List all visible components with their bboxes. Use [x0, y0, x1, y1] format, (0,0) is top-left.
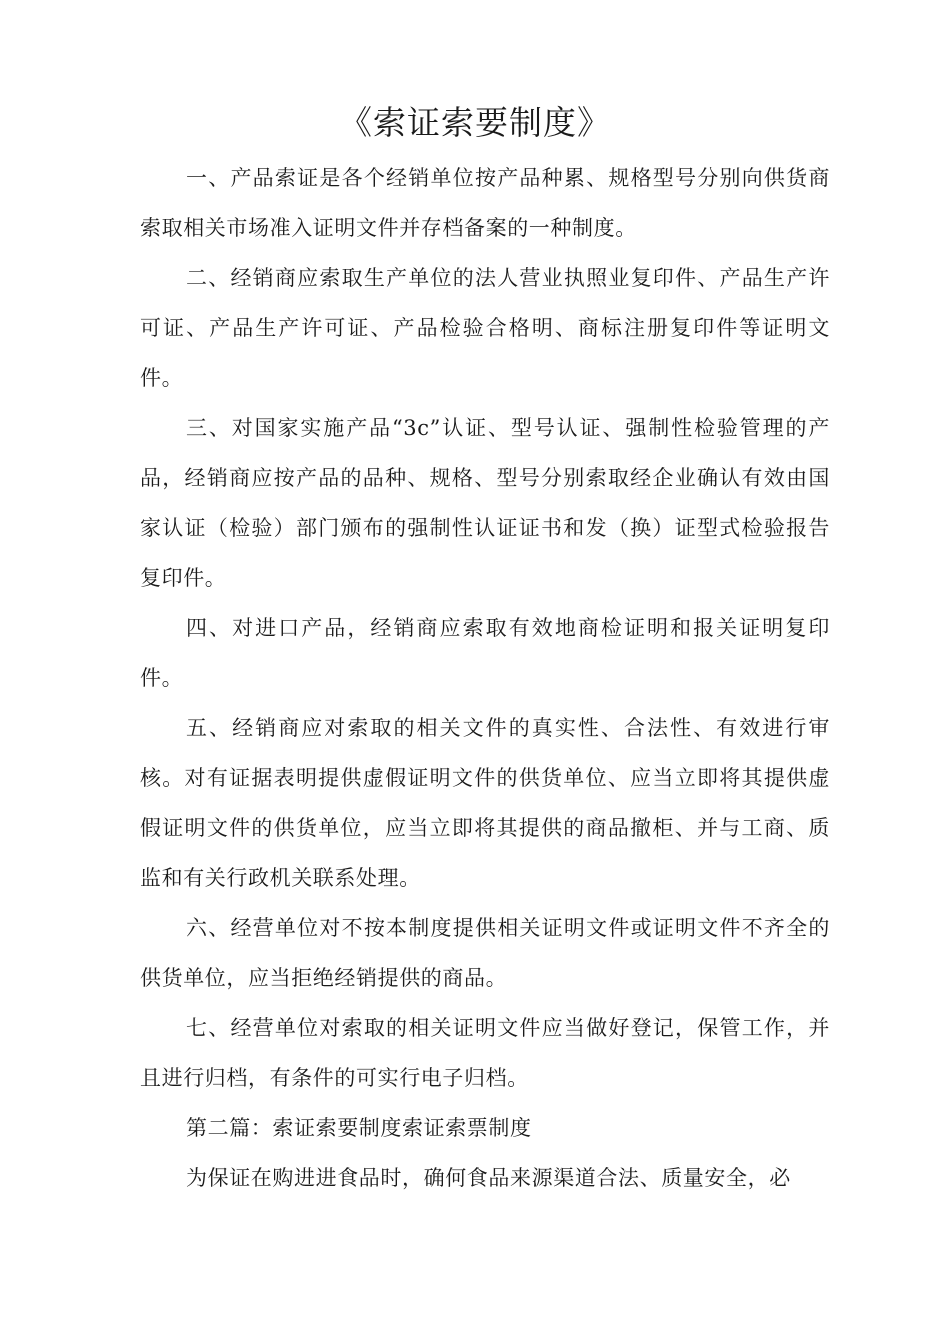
- section-heading-part-two: 第二篇：索证索要制度索证索票制度: [186, 1116, 532, 1140]
- paragraph-7: 七、经营单位对索取的相关证明文件应当做好登记，保管工作，并且进行归档，有条件的可实行电子归档。: [140, 1016, 830, 1090]
- document-body: [140, 153, 830, 1203]
- paragraph-5: 五、经销商应对索取的相关文件的真实性、合法性、有效进行审核。对有证据表明提供虚假证明文件的供货单位、应当立即将其提供虚假证明文件的供货单位，应当立即将其提供的商品撤柜、并与工商、质监和有关行政机关联系处理。: [140, 716, 830, 890]
- paragraph-9: 为保证在购进进食品时，确何食品来源渠道合法、质量安全，必: [186, 1166, 791, 1190]
- paragraph-2: 二、经销商应索取生产单位的法人营业执照业复印件、产品生产许可证、产品生产许可证、产品检验合格明、商标注册复印件等证明文件。: [140, 266, 830, 390]
- paragraph-3: 三、对国家实施产品“3c”认证、型号认证、强制性检验管理的产品，经销商应按产品的品种、规格、型号分别索取经企业确认有效由国家认证（检验）部门颁布的强制性认证证书和发（换）证型式检验报告复印件。: [140, 416, 830, 590]
- paragraph-6: 六、经营单位对不按本制度提供相关证明文件或证明文件不齐全的供货单位，应当拒绝经销提供的商品。: [140, 916, 830, 990]
- document-title: 《索证索要制度》: [339, 103, 611, 142]
- paragraph-4: 四、对进口产品，经销商应索取有效地商检证明和报关证明复印件。: [140, 616, 830, 690]
- paragraph-1: 一、产品索证是各个经销单位按产品种累、规格型号分别向供货商索取相关市场准入证明文件并存档备案的一种制度。: [140, 166, 830, 240]
